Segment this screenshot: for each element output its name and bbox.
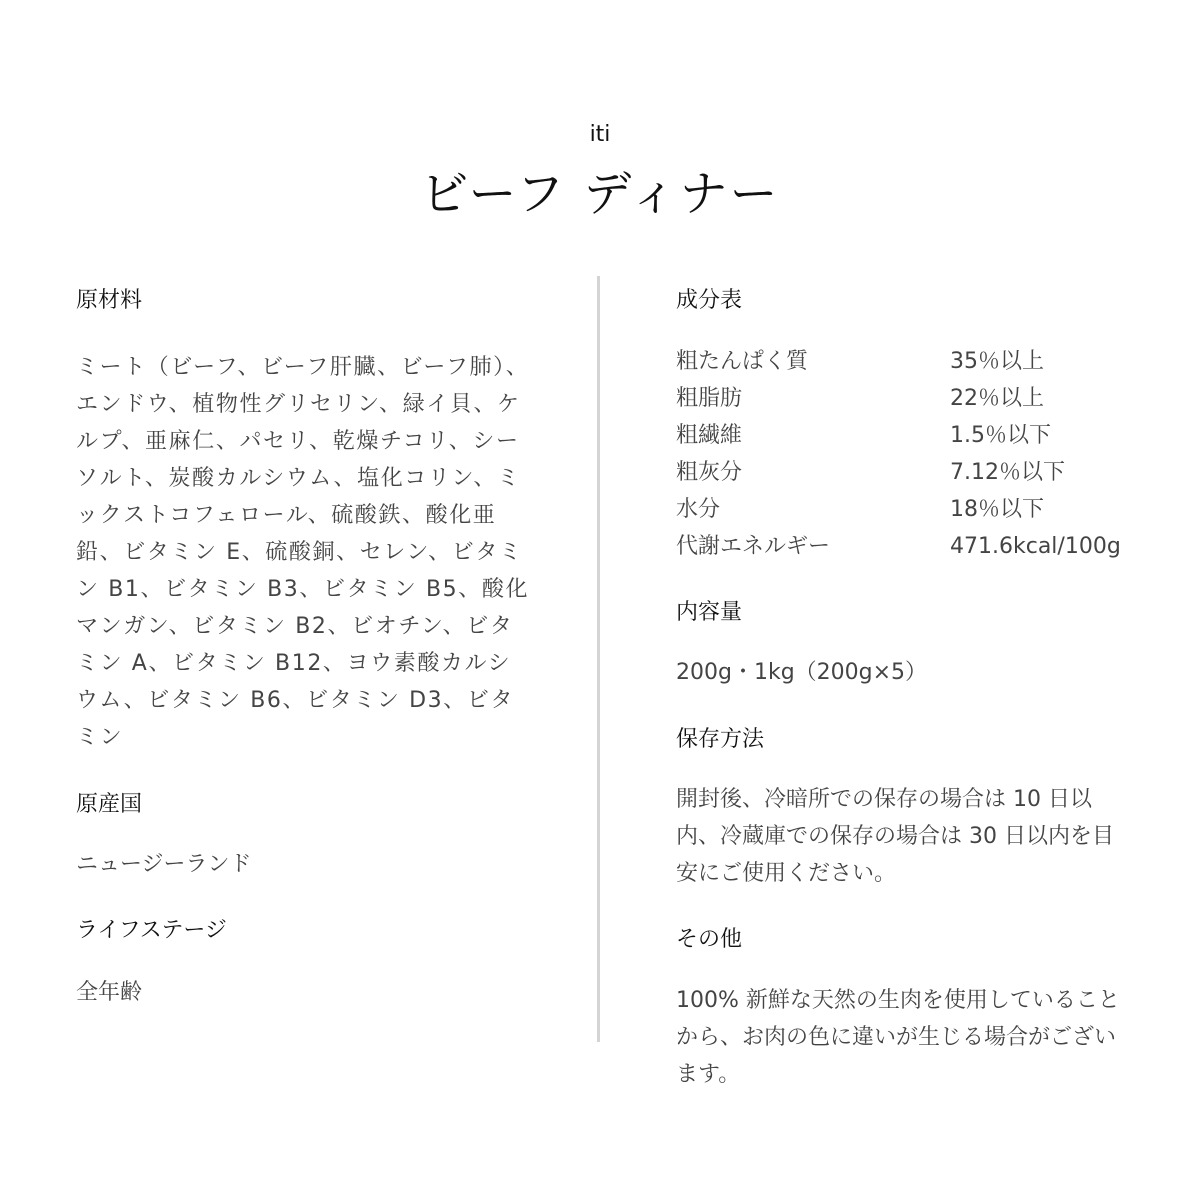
nutrition-label: 粗脂肪 xyxy=(676,386,743,411)
life-stage-value: 全年齢 xyxy=(76,980,143,1005)
life-stage-heading: ライフステージ xyxy=(76,918,227,943)
storage-text: 開封後、冷暗所での保存の場合は 10 日以内、冷蔵庫での保存の場合は 30 日以内を目安にご使用ください。 xyxy=(676,787,1114,886)
nutrition-row xyxy=(676,380,1136,417)
nutrition-value: 35％以上 xyxy=(950,349,1044,374)
contents-value: 200g・1kg（200g×5） xyxy=(676,660,928,685)
contents-heading: 内容量 xyxy=(676,600,743,625)
brand-name: iti xyxy=(589,122,611,147)
nutrition-value: 22％以上 xyxy=(950,386,1044,411)
nutrition-value: 1.5％以下 xyxy=(950,423,1051,448)
nutrition-table xyxy=(676,343,1136,565)
nutrition-label: 水分 xyxy=(676,497,721,522)
ingredients-heading: 原材料 xyxy=(76,288,143,313)
nutrition-row xyxy=(676,528,1136,565)
nutrition-label: 粗灰分 xyxy=(676,460,743,485)
column-divider xyxy=(597,276,600,1042)
nutrition-label: 代謝エネルギー xyxy=(676,534,831,559)
nutrition-value: 18％以下 xyxy=(950,497,1044,522)
origin-heading: 原産国 xyxy=(76,792,143,817)
nutrition-value: 471.6kcal/100g xyxy=(950,534,1121,559)
nutrition-row xyxy=(676,417,1136,454)
nutrition-label: 粗たんぱく質 xyxy=(676,349,809,374)
nutrition-value: 7.12％以下 xyxy=(950,460,1065,485)
other-text: 100% 新鮮な天然の生肉を使用していることから、お肉の色に違いが生じる場合がございます。 xyxy=(676,988,1120,1087)
product-title: ビーフ ディナー xyxy=(420,166,780,222)
origin-value: ニュージーランド xyxy=(76,852,252,877)
storage-heading: 保存方法 xyxy=(676,727,765,752)
other-heading: その他 xyxy=(676,927,743,952)
nutrition-row xyxy=(676,454,1136,491)
nutrition-row xyxy=(676,491,1136,528)
nutrition-heading: 成分表 xyxy=(676,288,743,313)
ingredients-text: ミート（ビーフ、ビーフ肝臓、ビーフ肺）、エンドウ、植物性グリセリン、緑イ貝、ケルプ、亜麻仁、パセリ、乾燥チコリ、シーソルト、炭酸カルシウム、塩化コリン、ミックストコフェロール、硫酸鉄、酸化亜鉛、ビタミン E、硫酸銅、セレン、ビタミン B1、ビタミン B3、ビタミン B5、酸化マンガン、ビタミン B2、ビオチン、ビタミン A、ビタミン B12、ヨウ素酸カルシウム、ビタミン B6、ビタミン D3、ビタミン xyxy=(76,355,530,750)
nutrition-label: 粗繊維 xyxy=(676,423,743,448)
nutrition-row xyxy=(676,343,1136,380)
